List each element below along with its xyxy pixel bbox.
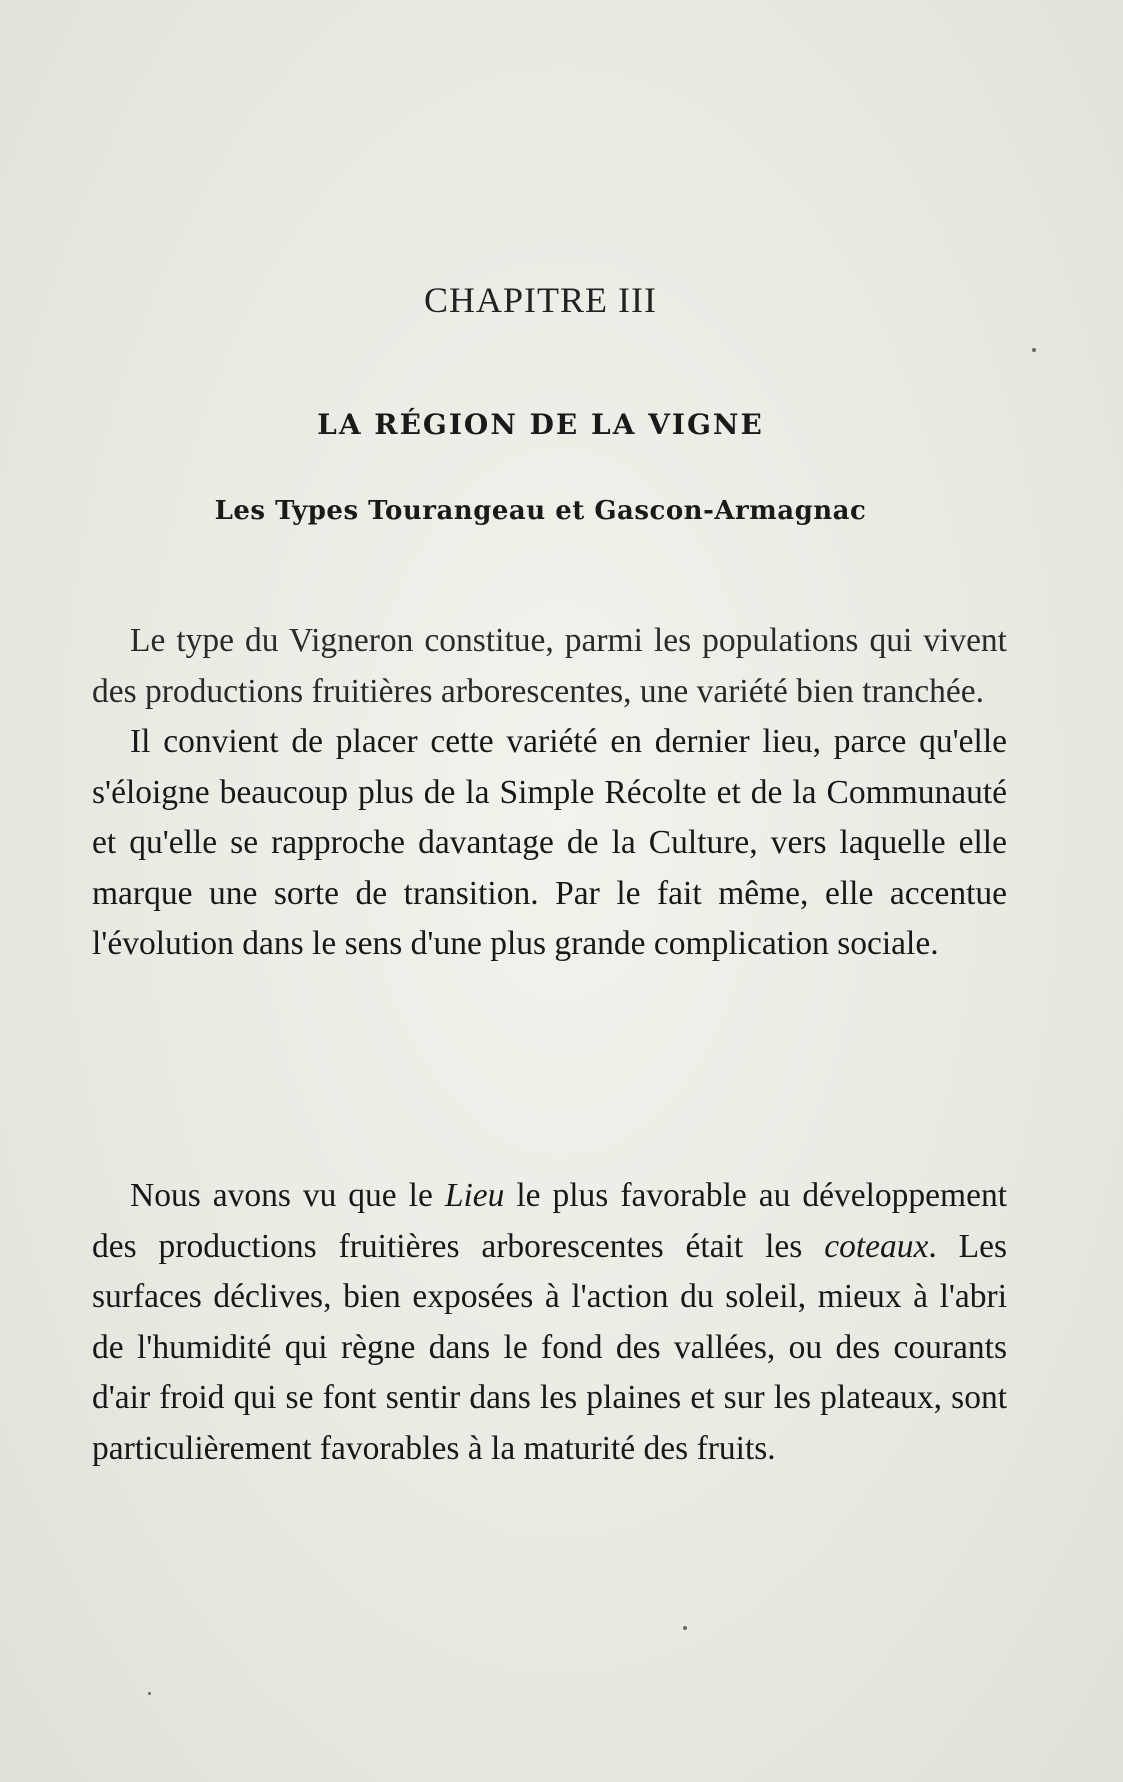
paper-speck <box>148 1692 151 1695</box>
emphasis-lieu: Lieu <box>444 1177 505 1214</box>
chapter-title: LA RÉGION DE LA VIGNE <box>317 408 764 441</box>
paragraph-1: Le type du Vigneron constitue, parmi les populations qui vivent des productions fruitières arborescentes, une variété bien tranchée. <box>92 622 1007 710</box>
paragraph-2: Il convient de placer cette variété en dernier lieu, parce qu'elle s'éloigne beaucoup plus de la Simple Récolte et de la Communauté et qu'elle se rapproche davantage de la Culture, vers laquelle elle marque une sorte de transition. Par le fait même, elle accentue l'évolution dans le sens d'une plus grande complication sociale. <box>92 723 1007 962</box>
chapter-number: CHAPITRE III <box>424 280 657 320</box>
text-block-2 <box>92 1171 1007 1474</box>
paragraph-3-part-2: le plus favorable au développement des productions fruitières arborescentes était les <box>92 1177 1008 1265</box>
paper-speck <box>683 1626 687 1630</box>
chapter-subtitle: Les Types Tourangeau et Gascon-Armagnac <box>214 496 867 526</box>
paragraph-3-part-1: Nous avons vu que le <box>130 1177 445 1214</box>
paragraph-3-part-3: . Les surfaces déclives, bien exposées à l'action du soleil, mieux à l'abri de l'humidité qui règne dans le fond des vallées, ou des courants d'air froid qui se font sentir dans les plaines et sur les plateaux, sont particulièrement favorables à la maturité des fruits. <box>92 1227 1008 1467</box>
paper-speck <box>1032 348 1036 352</box>
text-block-1 <box>92 616 1007 970</box>
paragraph-3 <box>92 1171 1007 1474</box>
emphasis-coteaux: coteaux <box>824 1227 929 1265</box>
